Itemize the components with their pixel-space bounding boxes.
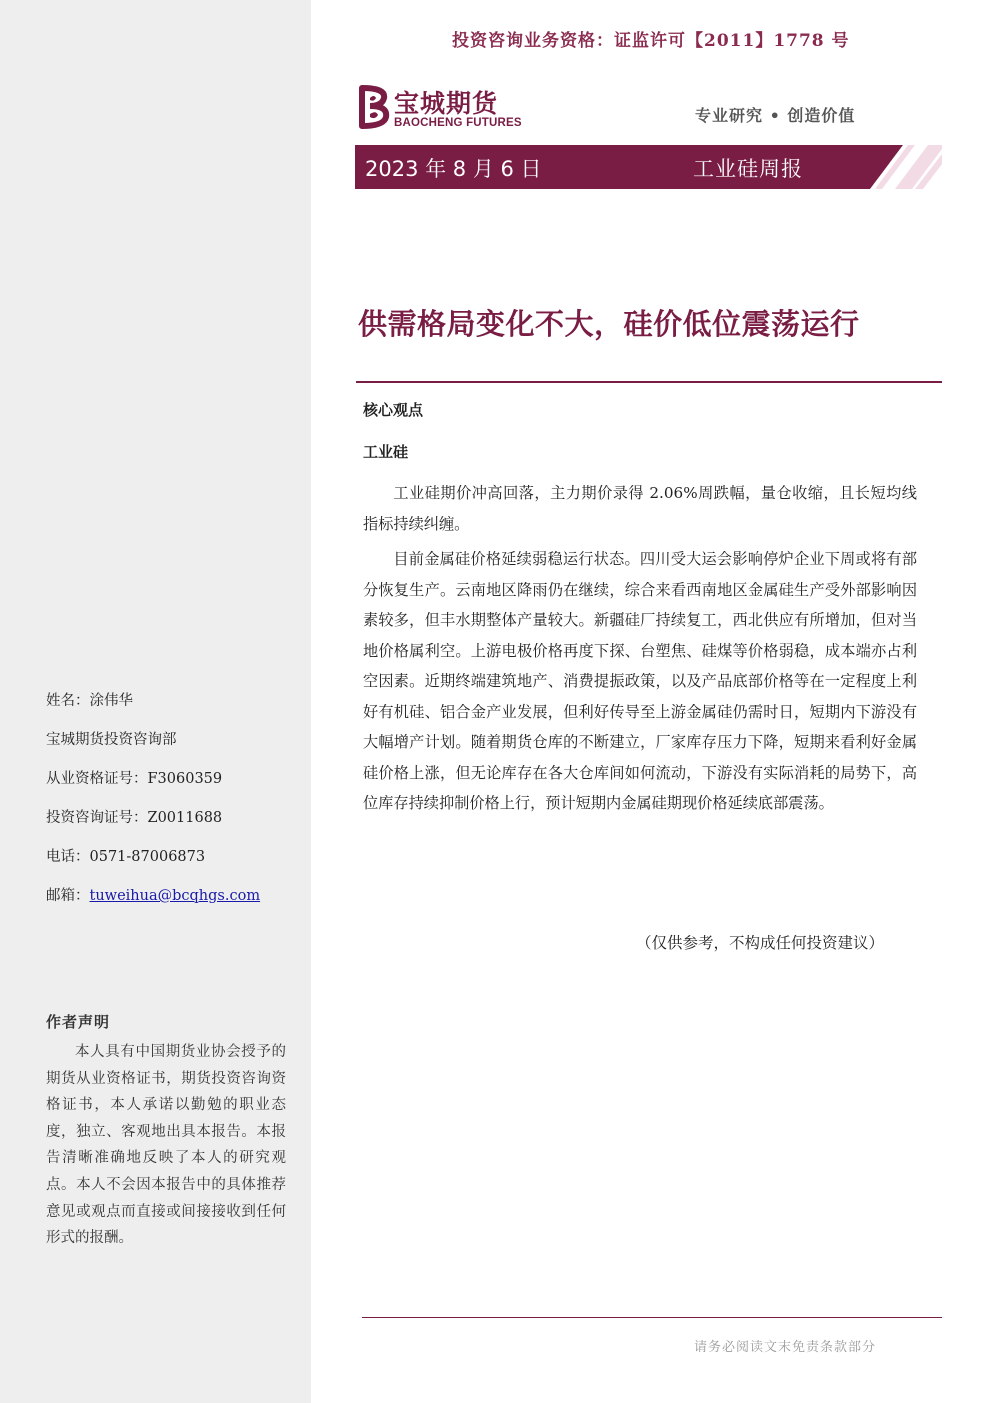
silicon-subheading: 工业硅 [363, 443, 409, 461]
report-title: 供需格局变化不大，硅价低位震荡运行 [358, 307, 860, 341]
email-label: 邮箱： [46, 888, 90, 904]
slogan: 专业研究 • 创造价值 [695, 106, 856, 125]
report-date: 2023 年 8 月 6 日 [365, 157, 542, 181]
footer-divider [362, 1317, 942, 1318]
body-paragraph-1: 工业硅期价冲高回落，主力期价录得 2.06%周跌幅，量仓收缩，且长短均线指标持续纠缠。 [363, 484, 917, 533]
author-consulting-id: 投资咨询证号：Z0011688 [46, 810, 223, 826]
author-qualification: 从业资格证号：F3060359 [46, 771, 223, 787]
email-link[interactable]: tuweihua@bcqhgs.com [89, 888, 261, 904]
license-line: 投资咨询业务资格：证监许可【2011】1778 号 [452, 31, 850, 51]
logo-chinese-name: 宝城期货 [394, 89, 499, 118]
declaration-title: 作者声明 [46, 1013, 111, 1031]
footer-note: 请务必阅读文末免责条款部分 [694, 1340, 877, 1355]
logo-english-name: BAOCHENG FUTURES [394, 117, 522, 129]
core-view-heading: 核心观点 [363, 401, 424, 419]
company-logo [356, 84, 526, 132]
author-phone: 电话：0571-87006873 [46, 849, 206, 865]
declaration-text: 本人具有中国期货业协会授予的期货从业资格证书，期货投资咨询资格证书，本人承诺以勤勉的职业态度，独立、客观地出具本报告。本报告清晰准确地反映了本人的研究观点。本人不会因本报告中的具体推荐意见或观点而直接或间接接收到任何形式的报酬。 [46, 1044, 286, 1247]
author-name: 姓名：涂伟华 [46, 693, 133, 709]
report-banner [355, 145, 942, 189]
author-contact [46, 690, 306, 924]
author-email-row [46, 885, 306, 924]
body-paragraph-2: 目前金属硅价格延续弱稳运行状态。四川受大运会影响停炉企业下周或将有部分恢复生产。云南地区降雨仍在继续，综合来看西南地区金属硅生产受外部影响因素较多，但丰水期整体产量较大。新疆硅厂持续复工，西北供应有所增加，但对当地价格属利空。上游电极价格再度下探、台塑焦、硅煤等价格弱稳，成本端亦占利空因素。近期终端建筑地产、消费提振政策，以及产品底部价格等在一定程度上利好有机硅、铝合金产业发展，但利好传导至上游金属硅仍需时日，短期内下游没有大幅增产计划。随着期货仓库的不断建立，厂家库存压力下降，短期来看利好金属硅价格上涨，但无论库存在各大仓库间如何流动，下游没有实际消耗的局势下，高位库存持续抑制价格上行，预计短期内金属硅期现价格延续底部震荡。 [363, 550, 917, 812]
author-department: 宝城期货投资咨询部 [46, 732, 177, 748]
title-divider [356, 381, 942, 383]
report-type: 工业硅周报 [693, 157, 803, 181]
disclaimer-note: （仅供参考，不构成任何投资建议） [636, 934, 885, 952]
logo-b-icon [356, 84, 392, 130]
